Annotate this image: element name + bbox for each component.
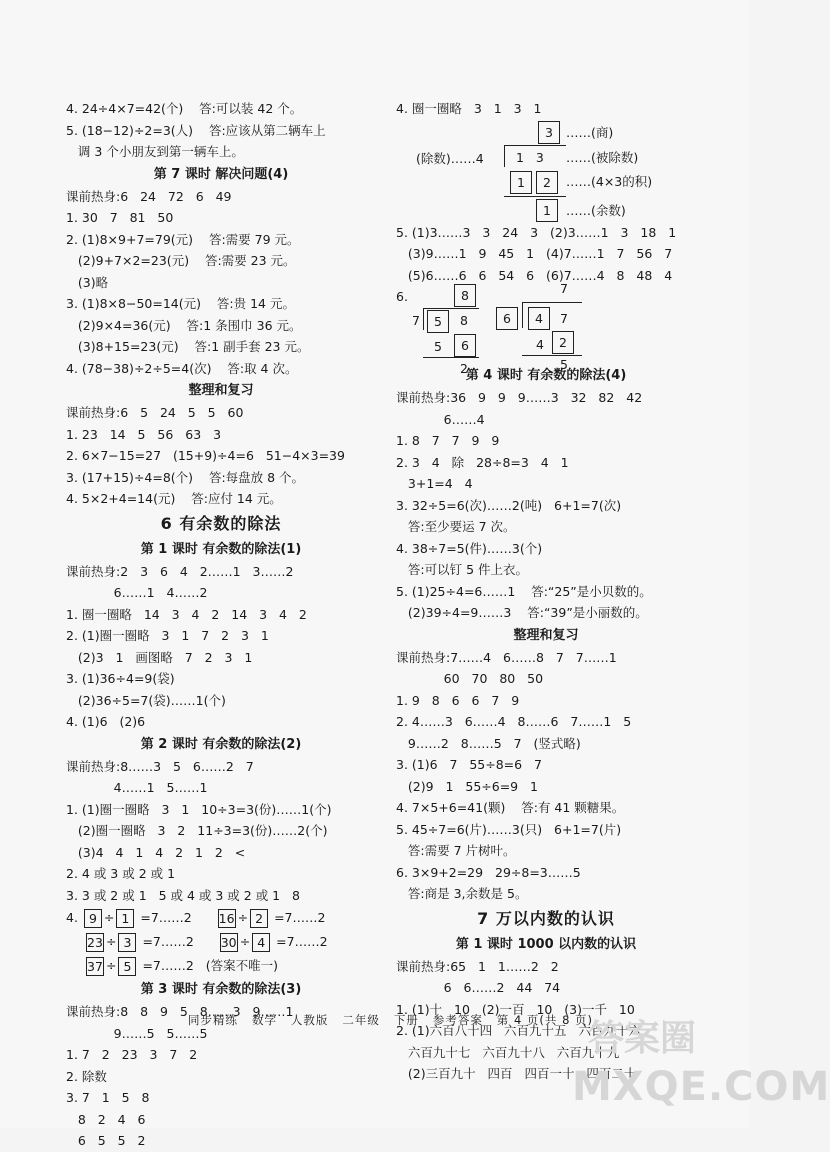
dividend-digit: 8 [460,313,468,328]
answer-line: 6. 3×9+2=29 29÷8=3……5 [396,864,581,880]
answer-line: 2. (1)8×9+7=79(元) 答:需要 79 元。 [66,231,300,247]
watermark-logo: 答案圈 [588,1018,697,1059]
answer-line: (3)4 4 1 4 2 1 2 < [66,844,246,860]
answer-line: 5. (18−12)÷2=3(人) 答:应该从第二辆车上 [66,122,326,138]
answer-line: 9……2 8……5 7 (竖式略) [396,735,581,751]
answer-line: 6……4 [396,411,485,427]
answer-line: 答:商是 3,余数是 5。 [396,886,528,901]
answer-line: 3+1=4 4 [396,476,473,491]
answer-line: 4. (78−38)÷2÷5=4(次) 答:取 4 次。 [66,360,298,376]
answer-box: 9 [84,909,102,928]
answer-line: (2)36÷5=7(袋)……1(个) [66,692,226,708]
answer-line: 课前热身:8……3 5 6……2 7 [66,758,254,774]
division-bracket [522,302,523,328]
answer-line: (2)3 1 画图略 7 2 3 1 [66,649,253,665]
answer-line: 6 6……2 44 74 [396,980,561,995]
divisor-box: 6 [496,307,518,330]
quotient-box: 8 [454,284,476,307]
answer-line: 4. 圈一圈略 3 1 3 1 [396,101,542,116]
answer-line: 课前热身:8 8 9 5 8……3 9……1 [66,1004,294,1019]
box-result: =7……2 [272,934,328,949]
answer-line: 3. (1)8×8−50=14(元) 答:贵 14 元。 [66,296,295,311]
answer-line: (3)略 [66,274,109,290]
answer-line: 6……1 4……2 [66,585,208,600]
answer-line: (2)三百九十 四百 四百一十 四百二十 [396,1066,637,1081]
answer-line: 3. 7 1 5 8 [66,1090,150,1105]
answer-line: (3)8+15=23(元) 答:1 副手套 23 元。 [66,339,310,354]
answer-line: 课前热身:65 1 1……2 2 [396,958,559,974]
answer-line: 课前热身:36 9 9 9……3 32 82 42 [396,390,643,405]
divisor-label: (除数)……4 [416,150,484,166]
answer-line: 六百九十七 六百九十八 六百九十九 [396,1044,620,1060]
answer-box: 16 [218,911,235,926]
dividend-box: 5 [427,310,449,333]
product-box: 2 [536,171,558,194]
answer-line: 1. 9 8 6 6 7 9 [396,692,520,708]
answer-box: 5 [118,957,136,976]
remainder-note: ……(余数) [566,202,626,218]
answer-line: 答:需要 7 片树叶。 [396,843,516,858]
answer-line: 2. 6×7−15=27 (15+9)÷4=6 51−4×3=39 [66,448,345,463]
section-heading: 整理和复习 [188,383,254,398]
left-column [66,98,376,1152]
dividend-note: ……(被除数) [566,149,639,165]
answer-box: 37 [87,959,103,974]
product-note: ……(4×3的积) [566,173,653,189]
answer-line: 2. 3 4 除 28÷8=3 4 1 [396,454,569,470]
answer-line: 1. 7 2 23 3 7 2 [66,1047,198,1062]
dividend-box: 4 [528,307,550,330]
answer-line: 1. (1)圈一圈略 3 1 10÷3=3(份)……1(个) [66,801,332,817]
watermark-url: MXQE.COM [572,1064,830,1110]
boxed-division-row: 4. 9 ÷ 1 =7……2 16 ÷ 2 =7……2 [66,910,326,926]
product-digit: 4 [536,337,544,352]
answer-line: 4. 38÷7=5(件)……3(个) [396,540,543,556]
section-heading: 整理和复习 [513,627,579,643]
answer-line: 课前热身:7……4 6……8 7 7……1 [396,649,617,665]
lesson-heading: 第 2 课时 有余数的除法(2) [140,736,302,752]
answer-line: (5)6……6 6 54 6 (6)7……4 8 48 4 [396,267,673,283]
answer-line: 3. (1)36÷4=9(袋) [66,671,175,686]
lesson-heading: 第 4 课时 有余数的除法(4) [465,368,627,383]
dividend: 1 3 [516,149,544,165]
quotient-note: ……(商) [566,124,614,140]
answer-line: 2. (1)圈一圈略 3 1 7 2 3 1 [66,628,269,643]
answer-line: 5. (1)3……3 3 24 3 (2)3……1 3 18 1 [396,224,677,240]
answer-box: 4 [252,933,270,952]
divisor: 7 [412,313,420,328]
answer-box: 1 [116,909,134,928]
answer-line: 3. (17+15)÷4=8(个) 答:每盘放 8 个。 [66,469,305,485]
answer-box: 3 [118,933,136,952]
answer-line: 2. 除数 [66,1068,107,1084]
division-bar [504,145,566,146]
division-bar [522,302,582,303]
answer-line: (3)9……1 9 45 1 (4)7……1 7 56 7 [396,246,673,261]
answer-line: 5. (1)25÷4=6……1 答:“25”是小贝数的。 [396,583,652,599]
subtraction-line [504,196,566,197]
boxed-division-row: 37 ÷ 5 =7……2 (答案不唯一) [87,958,279,974]
answer-line: (2)9+7×2=23(元) 答:需要 23 元。 [66,253,296,268]
box-result: =7……2 [270,910,326,925]
lesson-heading: 第 3 课时 有余数的除法(3) [140,982,302,997]
division-bar [423,308,479,309]
answer-line: 4. 7×5+6=41(颗) 答:有 41 颗糖果。 [396,800,625,815]
answer-line: 4. 5×2+4=14(元) 答:应付 14 元。 [66,491,282,506]
answer-line: 3. (1)6 7 55÷8=6 7 [396,757,542,772]
answer-box: 30 [220,935,237,950]
item-number: 6. [396,289,408,304]
box-result: =7……2 [136,910,192,925]
answer-line: (2)9×4=36(元) 答:1 条围巾 36 元。 [66,317,302,333]
subtraction-line [522,355,582,356]
lesson-heading: 第 1 课时 有余数的除法(1) [140,541,302,557]
answer-line: 课前热身:2 3 6 4 2……1 3……2 [66,563,294,579]
subtraction-line [423,357,479,358]
answer-line: 调 3 个小朋友到第一辆车上。 [66,144,244,159]
answer-line: 课前热身:6 24 72 6 49 [66,188,232,204]
answer-box: 2 [250,909,268,928]
page-footer: 同步精练 数学 人教版 二年级 下册 参考答案 第 4 页(共 8 页) [188,1013,594,1027]
answer-line: (2)9 1 55÷6=9 1 [396,778,539,794]
division-bracket [423,308,424,330]
answer-line: 9……5 5……5 [66,1025,208,1041]
answer-line: 答:至少要运 7 次。 [396,519,516,534]
product-box: 6 [454,334,476,357]
answer-line: 60 70 80 50 [396,671,544,686]
answer-line: 4. (1)6 (2)6 [66,714,146,729]
quotient-box: 3 [538,121,560,144]
answer-line: 1. 23 14 5 56 63 3 [66,426,222,442]
chapter-heading: 7 万以内数的认识 [477,908,615,928]
product-box: 1 [510,171,532,194]
answer-line: 答:可以钉 5 件上衣。 [396,562,529,577]
remainder: 2 [460,361,468,376]
quotient: 7 [560,281,568,296]
answer-line: 8 2 4 6 [66,1111,146,1127]
answer-line: 5. 45÷7=6(片)……3(只) 6+1=7(片) [396,821,622,837]
answer-line: 2. (1)六百八十四 六百九十五 六百九十六 [396,1023,641,1038]
answer-line: 3. 32÷5=6(次)……2(吨) 6+1=7(次) [396,497,622,513]
answer-line: 6 5 5 2 [66,1133,146,1148]
answer-line: 1. (1)十 10 (2)一百 10 (3)一千 10 [396,1001,635,1017]
item-number: 4. [66,910,78,925]
long-division-diagram [396,120,696,222]
answer-line: 4. 24÷4×7=42(个) 答:可以装 42 个。 [66,101,303,116]
answer-line: (2)圈一圈略 3 2 11÷3=3(份)……2(个) [66,823,328,838]
dividend-digit: 7 [560,311,568,326]
remainder: 5 [560,357,568,372]
answer-line: 1. 8 7 7 9 9 [396,433,500,448]
right-column [396,98,696,1085]
answer-line: (2)39÷4=9……3 答:“39”是小丽数的。 [396,605,648,620]
lesson-heading: 第 1 课时 1000 以内数的认识 [455,936,637,952]
division-bracket [504,145,505,167]
answer-line: 1. 30 7 81 50 [66,210,174,225]
box-result: =7……2 [138,934,194,949]
answer-line: 4……1 5……1 [66,780,208,795]
answer-line: 2. 4……3 6……4 8……6 7……1 5 [396,714,632,729]
boxed-division-row: 23 ÷ 3 =7……2 30 ÷ 4 =7……2 [87,934,328,950]
answer-line: 3. 3 或 2 或 1 5 或 4 或 3 或 2 或 1 8 [66,887,300,903]
box-result: =7……2 (答案不唯一) [138,958,279,973]
lesson-heading: 第 7 课时 解决问题(4) [153,166,289,182]
answer-line: 1. 圈一圈略 14 3 4 2 14 3 4 2 [66,606,307,622]
product-digit: 5 [434,339,442,354]
product-box: 2 [552,331,574,354]
answer-box: 23 [87,935,103,950]
answer-line: 课前热身:6 5 24 5 5 60 [66,405,244,420]
answer-line: 2. 4 或 3 或 2 或 1 [66,866,176,881]
remainder-box: 1 [536,199,558,222]
chapter-heading: 6 有余数的除法 [160,513,282,533]
